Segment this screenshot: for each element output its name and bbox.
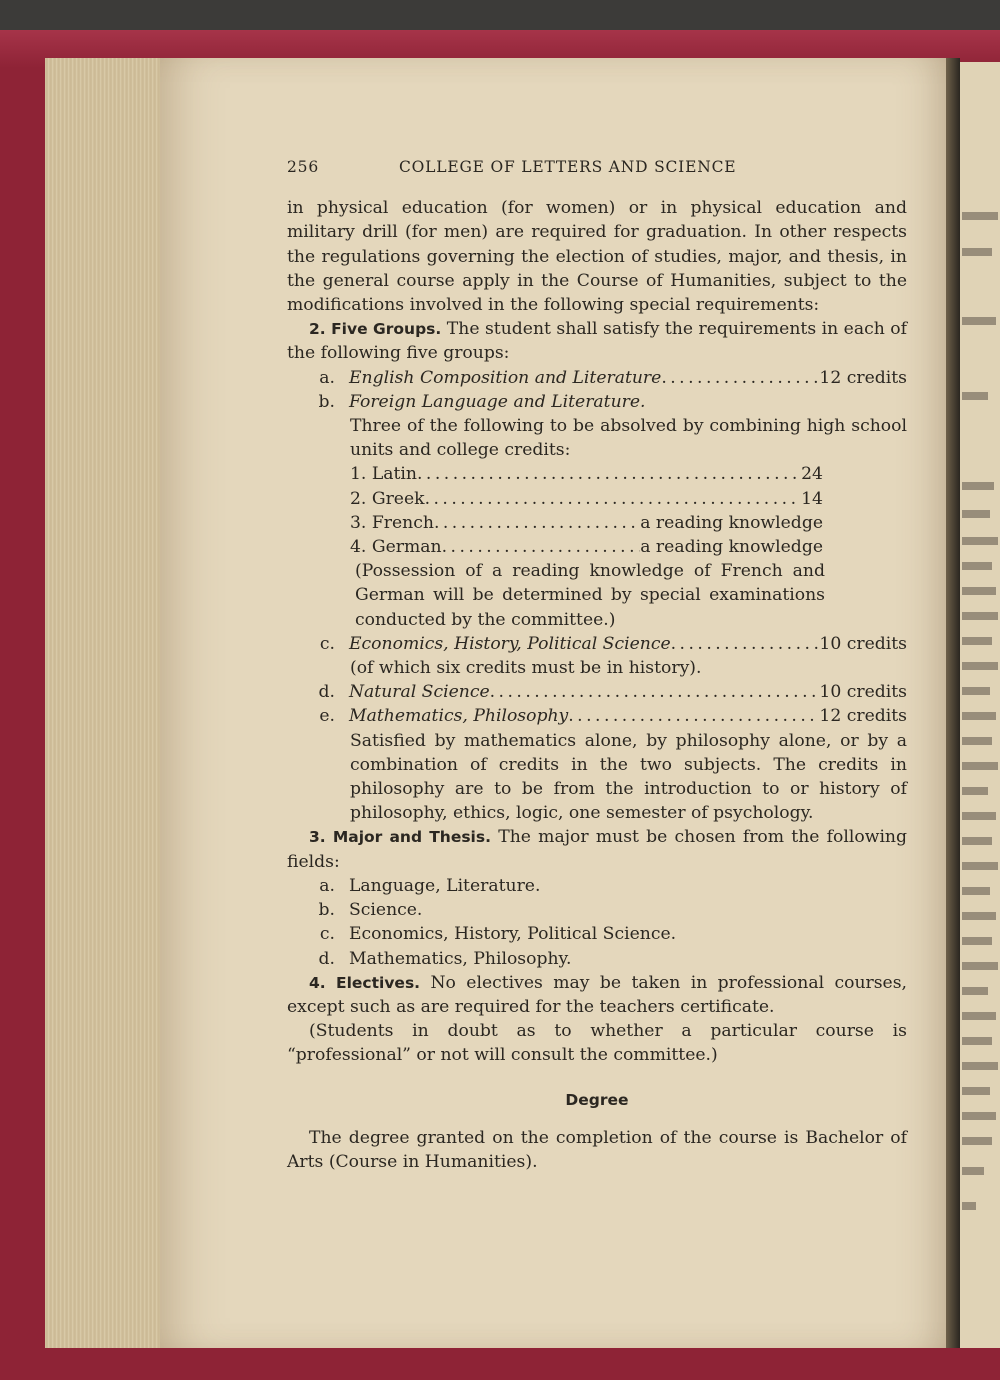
section-major-thesis [287, 825, 907, 873]
section-heading: 3. Major and Thesis. [309, 828, 491, 847]
group-label: Natural Science [349, 682, 490, 703]
group-label: English Composition and Literature [349, 367, 662, 388]
group-c: c. Economics, History, Political Science . . . 10 credits [287, 632, 907, 656]
section-text: The student shall satisfy the requirements in each of the following five groups: [287, 319, 907, 364]
degree-heading: Degree [565, 1090, 629, 1109]
degree-paragraph: The degree granted on the completion of the course is Bachelor of Arts (Course in Humanities). [287, 1127, 907, 1172]
section-electives [287, 971, 907, 1019]
possession-note: (Possession of a reading knowledge of French and German will be determined by special examinations conducted by the committee.) [355, 561, 825, 630]
page-stack-edges [45, 58, 165, 1348]
page-text [287, 155, 907, 1174]
group-e: e. Mathematics, Philosophy . . . 12 credits [287, 704, 907, 728]
language-item: 1. Latin . . . 24 [287, 462, 823, 486]
book-gutter [946, 58, 960, 1348]
group-label: Economics, History, Political Science [349, 633, 671, 654]
section-five-groups [287, 317, 907, 365]
page-number: 256 [287, 158, 319, 176]
intro-paragraph: in physical education (for women) or in physical education and military drill (for men) are required for graduation. In other respects the regulations governing the election of studies, major, and thesis, in the general course apply in the Course of Humanities, subject to the modifications involved in the following special requirements: [287, 198, 907, 316]
field-item: b. Science. [318, 900, 423, 921]
language-item: 4. German . . . a reading knowledge [287, 535, 823, 559]
field-item: c. Economics, History, Political Science. [319, 924, 677, 945]
group-b: b. Foreign Language and Literature. [287, 390, 907, 414]
running-head: COLLEGE OF LETTERS AND SCIENCE [399, 158, 737, 176]
group-credits: 12 credits [819, 367, 907, 388]
facing-page-edge [960, 62, 1000, 1348]
group-d: d. Natural Science . . . 10 credits [287, 680, 907, 704]
field-item: a. Language, Literature. [319, 875, 541, 896]
group-credits: 10 credits [819, 682, 907, 703]
group-e-text: Satisfied by mathematics alone, by philosophy alone, or by a combination of credits in the two subjects. The credits in philosophy are to be from the introduction to or history of philosophy, ethics, logic, one semester of psychology. [350, 730, 907, 824]
electives-note: (Students in doubt as to whether a particular course is “professional” or not will consult the committee.) [287, 1021, 907, 1066]
language-item: 3. French . . . a reading knowledge [287, 511, 823, 535]
language-item: 2. Greek . . . 14 [287, 487, 823, 511]
group-a: a. English Composition and Literature . . . 12 credits [287, 366, 907, 390]
group-b-text: Three of the following to be absolved by combining high school units and college credits: [350, 416, 907, 461]
page-header [287, 155, 907, 179]
group-credits: 12 credits [819, 706, 907, 727]
group-credits: 10 credits [819, 633, 907, 654]
group-label: Mathematics, Philosophy [349, 706, 569, 727]
section-heading: 2. Five Groups. [309, 320, 442, 339]
section-text: The major must be chosen from the following fields: [287, 827, 908, 872]
field-item: d. Mathematics, Philosophy. [318, 948, 572, 969]
group-c-note: (of which six credits must be in history). [350, 658, 702, 679]
group-label: Foreign Language and Literature. [349, 391, 646, 412]
section-heading: 4. Electives. [309, 973, 421, 992]
section-text: No electives may be taken in professional courses, except such as are required for the teachers certificate. [287, 972, 907, 1017]
